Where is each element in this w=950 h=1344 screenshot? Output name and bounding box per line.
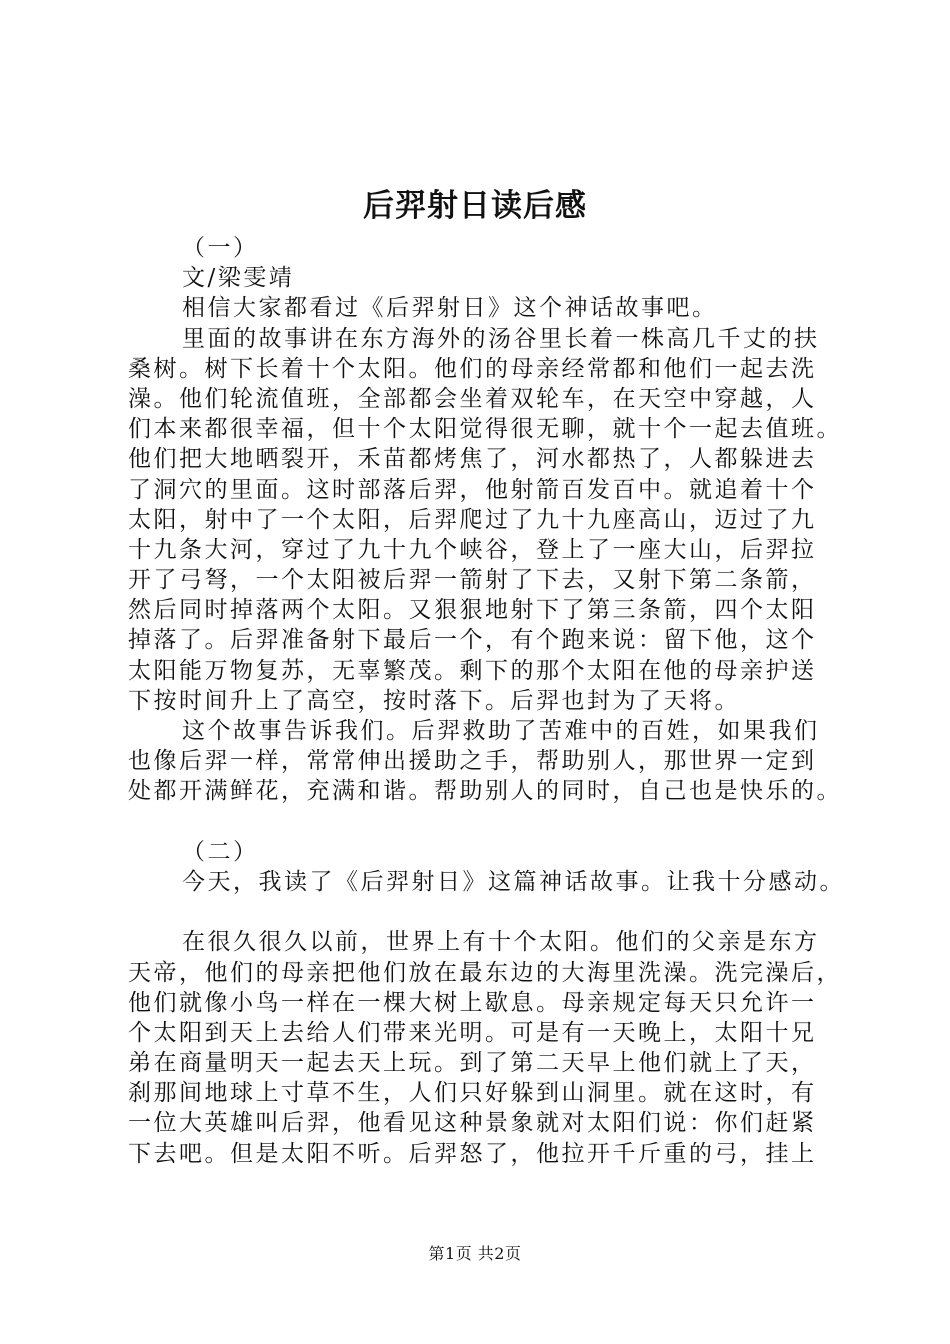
paragraph-3 — [128, 716, 854, 807]
paragraph-line: 了洞穴的里面。这时部落后羿，他射箭百发百中。就追着十个 — [128, 476, 817, 503]
paragraph-line: 他们就像小鸟一样在一棵大树上歇息。母亲规定每天只允许一 — [128, 989, 817, 1016]
paragraph-line: 处都开满鲜花，充满和谐。帮助别人的同时，自己也是快乐的。 — [128, 778, 842, 805]
paragraph-2 — [128, 324, 854, 716]
section-heading-2: （二） — [182, 838, 259, 865]
page-footer: 第1页 共2页 — [428, 1244, 522, 1263]
paragraph-line: 太阳，射中了一个太阳，后羿爬过了九十九座高山，迈过了九 — [128, 506, 817, 533]
paragraph-1: 相信大家都看过《后羿射日》这个神话故事吧。 — [182, 295, 718, 322]
paragraph-line: 这个故事告诉我们。后羿救助了苦难中的百姓，如果我们 — [182, 718, 820, 744]
paragraph-line: 弟在商量明天一起去天上玩。到了第二天早上他们就上了天， — [128, 1050, 817, 1077]
paragraph-line: 开了弓弩，一个太阳被后羿一箭射了下去，又射下第二条箭， — [128, 567, 817, 594]
blank-line — [128, 897, 854, 927]
paragraph-line: 然后同时掉落两个太阳。又狠狠地射下了第三条箭，四个太阳 — [128, 597, 817, 624]
paragraph-5 — [128, 927, 854, 1169]
paragraph-line: 十九条大河，穿过了九十九个峡谷，登上了一座大山，后羿拉 — [128, 536, 817, 563]
paragraph-line: 掉落了。后羿准备射下最后一个，有个跑来说：留下他，这个 — [128, 627, 817, 654]
paragraph-line: 太阳能万物复苏，无辜繁茂。剩下的那个太阳在他的母亲护送 — [128, 657, 817, 684]
paragraph-line: 也像后羿一样，常常伸出援助之手，帮助别人，那世界一定到 — [128, 748, 817, 775]
paragraph-line: 一位大英雄叫后羿，他看见这种景象就对太阳们说：你们赶紧 — [128, 1110, 817, 1137]
author-line: 文/梁雯靖 — [182, 265, 295, 292]
paragraph-line: 他们把大地晒裂开，禾苗都烤焦了，河水都热了，人都躲进去 — [128, 446, 817, 473]
blank-line — [128, 807, 854, 837]
paragraph-line: 澡。他们轮流值班，全部都会坐着双轮车，在天空中穿越，人 — [128, 385, 817, 412]
paragraph-line: 们本来都很幸福，但十个太阳觉得很无聊，就十个一起去值班。 — [128, 416, 842, 443]
document-body — [128, 233, 854, 1169]
paragraph-line: 在很久很久以前，世界上有十个太阳。他们的父亲是东方 — [182, 929, 820, 956]
section-heading-1: （一） — [182, 235, 259, 261]
paragraph-line: 刹那间地球上寸草不生，人们只好躲到山洞里。就在这时，有 — [128, 1080, 817, 1107]
paragraph-line: 下去吧。但是太阳不听。后羿怒了，他拉开千斤重的弓，挂上 — [128, 1140, 817, 1167]
paragraph-line: 天帝，他们的母亲把他们放在最东边的大海里洗澡。洗完澡后， — [128, 959, 842, 986]
paragraph-4: 今天，我读了《后羿射日》这篇神话故事。让我十分感动。 — [182, 868, 845, 895]
paragraph-line: 个太阳到天上去给人们带来光明。可是有一天晚上，太阳十兄 — [128, 1019, 817, 1046]
paragraph-line: 桑树。树下长着十个太阳。他们的母亲经常都和他们一起去洗 — [128, 355, 817, 382]
paragraph-line: 里面的故事讲在东方海外的汤谷里长着一株高几千丈的扶 — [182, 325, 820, 352]
document-title: 后羿射日读后感 — [363, 188, 587, 224]
paragraph-line: 下按时间升上了高空，按时落下。后羿也封为了天将。 — [128, 687, 740, 714]
